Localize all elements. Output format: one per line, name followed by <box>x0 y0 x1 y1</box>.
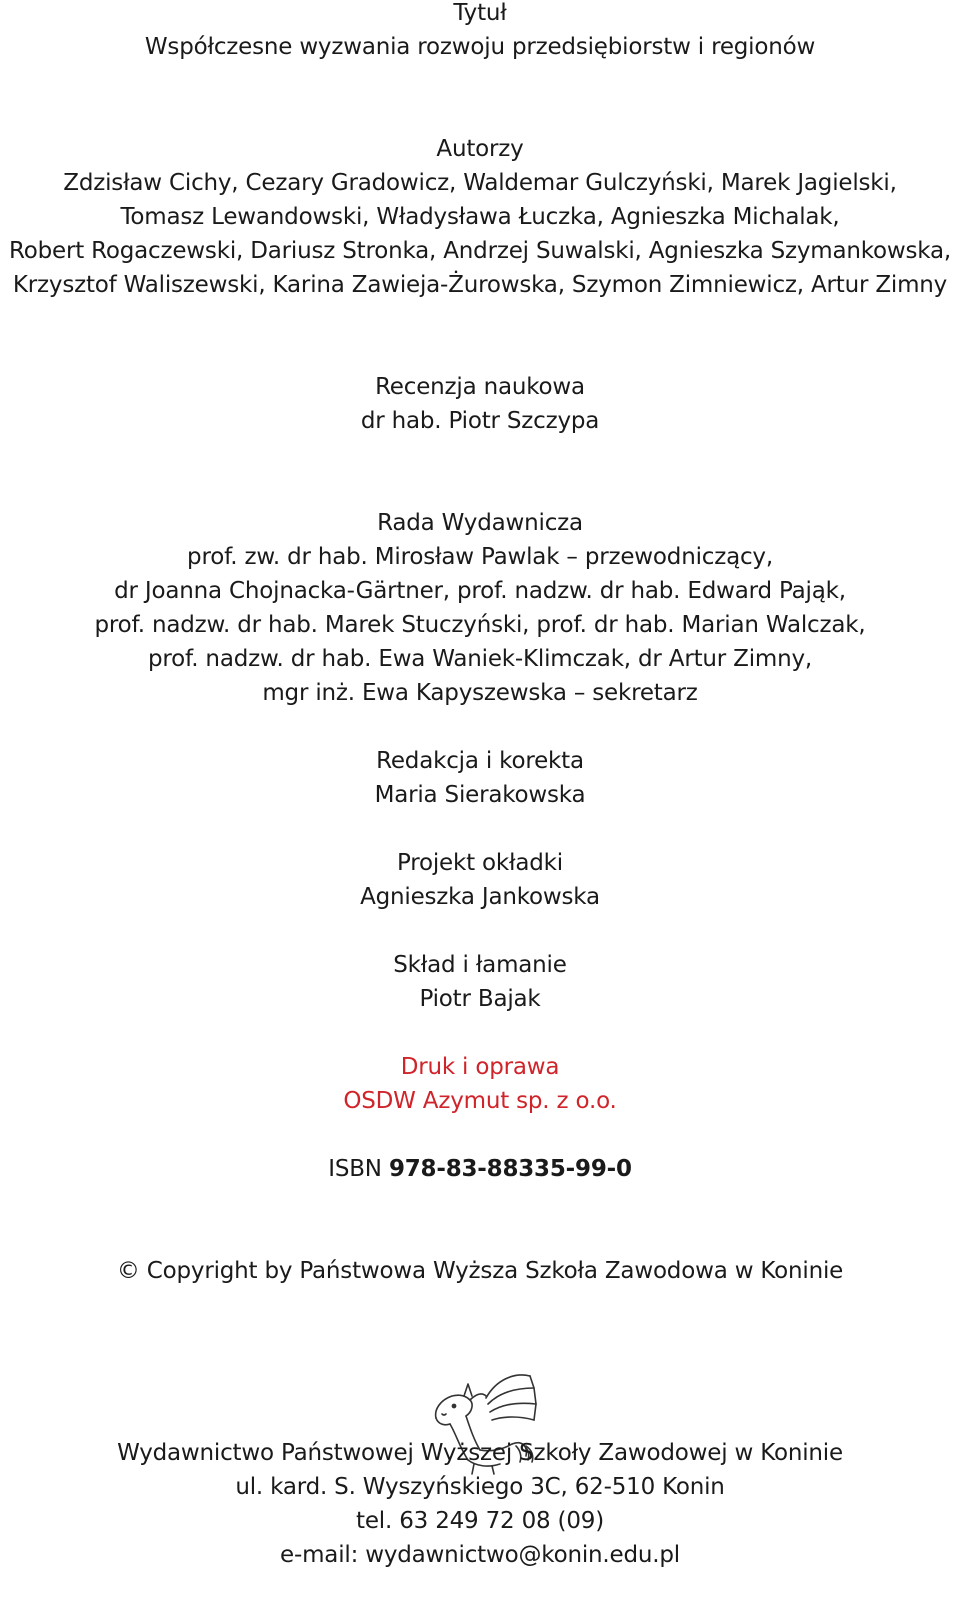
typesetting-label: Skład i łamanie <box>393 952 567 978</box>
printing-label: Druk i oprawa <box>400 1054 560 1080</box>
review-label: Recenzja naukowa <box>375 374 585 400</box>
isbn-label: ISBN <box>328 1156 382 1182</box>
authors-line: Tomasz Lewandowski, Władysława Łuczka, Agnieszka Michalak, <box>120 204 840 230</box>
editorial-board-line: dr Joanna Chojnacka-Gärtner, prof. nadzw. dr hab. Edward Pająk, <box>114 578 846 604</box>
editorial-board-label: Rada Wydawnicza <box>377 510 583 536</box>
cover-designer-name: Agnieszka Jankowska <box>360 884 600 910</box>
editorial-board-line: prof. nadzw. dr hab. Marek Stuczyński, prof. dr hab. Marian Walczak, <box>94 612 866 638</box>
editorial-board-line: mgr inż. Ewa Kapyszewska – sekretarz <box>262 680 698 706</box>
printer-name: OSDW Azymut sp. z o.o. <box>343 1088 617 1114</box>
editorial-board-line: prof. zw. dr hab. Mirosław Pawlak – przewodniczący, <box>187 544 773 570</box>
publisher-name: Wydawnictwo Państwowej Wyższej Szkoły Zawodowej w Koninie <box>117 1440 843 1466</box>
authors-line: Zdzisław Cichy, Cezary Gradowicz, Waldemar Gulczyński, Marek Jagielski, <box>63 170 897 196</box>
typesetter-name: Piotr Bajak <box>419 986 541 1012</box>
proofreader-name: Maria Sierakowska <box>374 782 586 808</box>
publisher-phone: tel. 63 249 72 08 (09) <box>356 1508 604 1534</box>
publisher-email: e-mail: wydawnictwo@konin.edu.pl <box>280 1542 680 1568</box>
proofreading-label: Redakcja i korekta <box>376 748 584 774</box>
copyright-notice: © Copyright by Państwowa Wyższa Szkoła Zawodowa w Koninie <box>116 1258 844 1284</box>
authors-line: Krzysztof Waliszewski, Karina Zawieja-Żurowska, Szymon Zimniewicz, Artur Zimny <box>12 272 948 298</box>
authors-label: Autorzy <box>436 136 524 162</box>
title-label: Tytuł <box>453 0 507 26</box>
authors-line: Robert Rogaczewski, Dariusz Stronka, Andrzej Suwalski, Agnieszka Szymankowska, <box>8 238 952 264</box>
isbn-number: 978-83-88335-99-0 <box>388 1156 632 1182</box>
cover-design-label: Projekt okładki <box>396 850 563 876</box>
reviewer-name: dr hab. Piotr Szczypa <box>360 408 600 434</box>
isbn-line <box>0 1152 960 1186</box>
book-title: Współczesne wyzwania rozwoju przedsiębiorstw i regionów <box>144 34 816 60</box>
editorial-board-line: prof. nadzw. dr hab. Ewa Waniek-Klimczak, dr Artur Zimny, <box>147 646 813 672</box>
publisher-address: ul. kard. S. Wyszyńskiego 3C, 62-510 Konin <box>235 1474 725 1500</box>
